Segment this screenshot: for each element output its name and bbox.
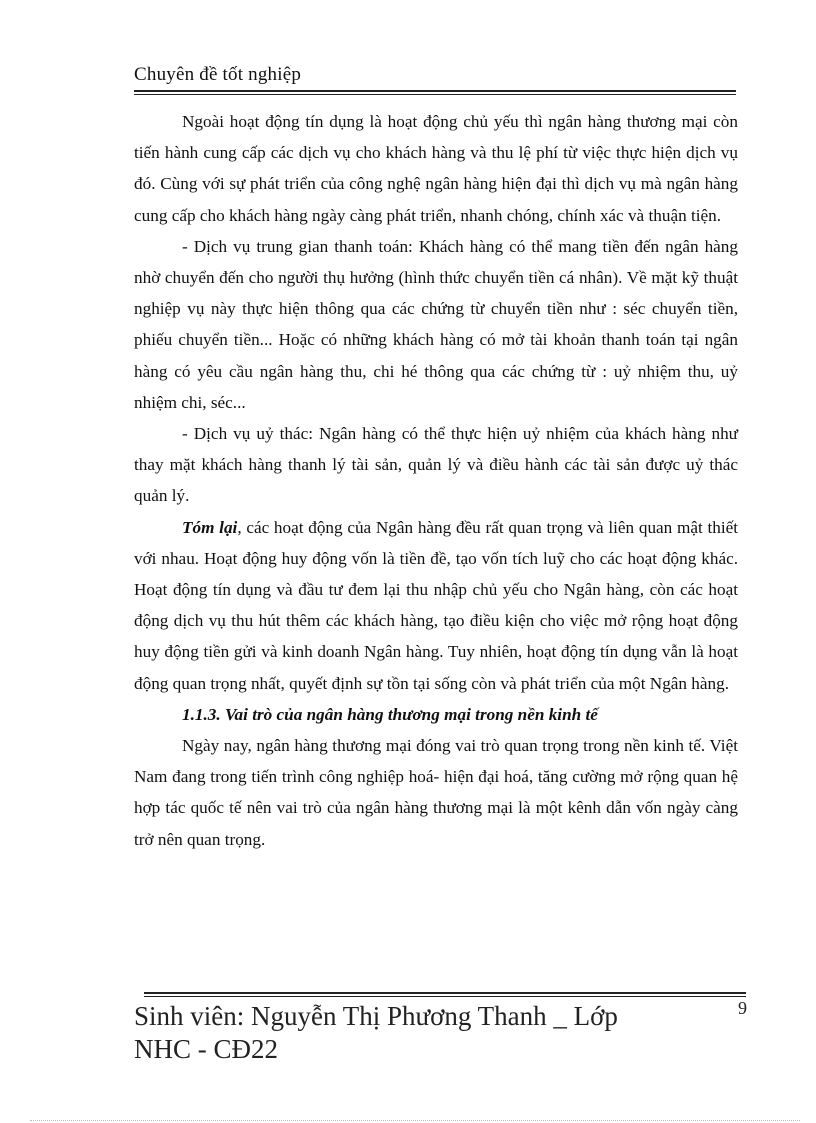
footer-line-1: Sinh viên: Nguyễn Thị Phương Thanh _ Lớp xyxy=(134,1001,618,1031)
footer-rule xyxy=(144,992,746,997)
page-number: 9 xyxy=(738,998,747,1018)
section-heading: 1.1.3. Vai trò của ngân hàng thương mại trong nền kinh tế xyxy=(182,704,598,724)
summary-text: , các hoạt động của Ngân hàng đều rất quan trọng và liên quan mật thiết với nhau. Hoạt động huy động vốn là tiền đề, tạo vốn tích luỹ cho các hoạt động khác. Hoạt động tín dụng và đầu tư đem lại thu nhập chủ yếu cho Ngân hàng, còn các hoạt động dịch vụ thu hút thêm các khách hàng, tạo điều kiện cho việc mở rộng hoạt động huy động tiền gửi và kinh doanh Ngân hàng. Tuy nhiên, hoạt động tín dụng vẫn là hoạt động quan trọng nhất, quyết định sự tồn tại sống còn và phát triển của một Ngân hàng. xyxy=(134,517,739,693)
summary-lead: Tóm lại xyxy=(182,517,238,537)
paragraph-role: Ngày nay, ngân hàng thương mại đóng vai trò quan trọng trong nền kinh tế. Việt Nam đang trong tiến trình công nghiệp hoá- hiện đại hoá, tăng cường mở rộng quan hệ hợp tác quốc tế nên vai trò của ngân hàng thương mại là một kênh dẫn vốn ngày càng trở nên quan trọng. xyxy=(134,736,738,849)
paragraph-trust-service: - Dịch vụ uỷ thác: Ngân hàng có thể thực hiện uỷ nhiệm của khách hàng như thay mặt khách hàng thanh lý tài sản, quản lý và điều hành các tài sản được uỷ thác quản lý. xyxy=(134,424,738,506)
footer-line-2: NHC - CĐ22 xyxy=(134,1034,279,1064)
footer-student xyxy=(134,1000,694,1066)
header-title: Chuyên đề tốt nghiệp xyxy=(134,64,302,85)
body-content xyxy=(134,106,738,855)
paragraph-summary xyxy=(134,512,738,699)
header-rule xyxy=(134,90,736,95)
page-edge-divider xyxy=(30,1120,800,1121)
paragraph-payment-intermediary: - Dịch vụ trung gian thanh toán: Khách hàng có thể mang tiền đến ngân hàng nhờ chuyển đến cho người thụ hưởng (hình thức chuyển tiền cá nhân). Về mặt kỹ thuật nghiệp vụ này thực hiện thông qua các chứng từ chuyển tiền như : séc chuyển tiền, phiếu chuyển tiền... Hoặc có những khách hàng có mở tài khoản thanh toán tại ngân hàng có yêu cầu ngân hàng thu, chi hé thông qua các chứng từ : uỷ nhiệm thu, uỷ nhiệm chi, séc... xyxy=(134,236,738,412)
paragraph-services-intro: Ngoài hoạt động tín dụng là hoạt động chủ yếu thì ngân hàng thương mại còn tiến hành cung cấp các dịch vụ cho khách hàng và thu lệ phí từ việc thực hiện dịch vụ đó. Cùng với sự phát triển của công nghệ ngân hàng hiện đại thì dịch vụ mà ngân hàng cung cấp cho khách hàng ngày càng phát triển, nhanh chóng, chính xác và thuận tiện. xyxy=(134,112,738,225)
